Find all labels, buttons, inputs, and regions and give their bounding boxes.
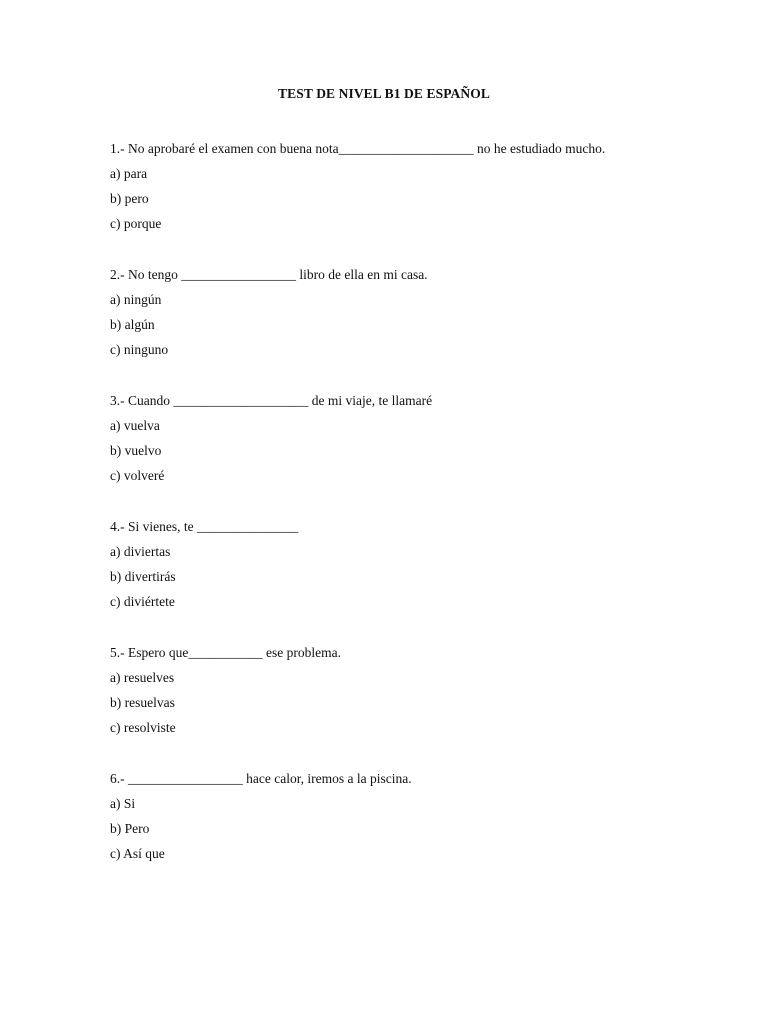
answer-option-b: b) Pero [110, 821, 150, 836]
answer-option-b: b) vuelvo [110, 443, 162, 458]
answer-option-a: a) Si [110, 796, 136, 811]
answer-option-c: c) porque [110, 216, 162, 231]
question-stem: 3.- Cuando ____________________ de mi viaje, te llamaré [110, 393, 433, 408]
answer-option-a: a) diviertas [110, 544, 171, 559]
answer-option-a: a) resuelves [110, 670, 175, 685]
question-6 [110, 770, 730, 896]
question-5 [110, 644, 730, 770]
question-list [110, 140, 730, 896]
question-stem: 2.- No tengo _________________ libro de ella en mi casa. [110, 267, 428, 282]
question-3 [110, 392, 730, 518]
answer-option-c: c) resolviste [110, 720, 176, 735]
answer-option-b: b) divertirás [110, 569, 176, 584]
answer-option-c: c) diviértete [110, 594, 175, 609]
question-stem: 5.- Espero que___________ ese problema. [110, 645, 341, 660]
question-stem: 6.- _________________ hace calor, iremos a la piscina. [110, 771, 412, 786]
question-stem: 4.- Si vienes, te _______________ [110, 519, 299, 534]
document-title: TEST DE NIVEL B1 DE ESPAÑOL [278, 86, 490, 101]
answer-option-b: b) pero [110, 191, 149, 206]
answer-option-c: c) volveré [110, 468, 165, 483]
answer-option-a: a) ningún [110, 292, 162, 307]
question-4 [110, 518, 730, 644]
answer-option-b: b) algún [110, 317, 155, 332]
answer-option-b: b) resuelvas [110, 695, 175, 710]
answer-option-a: a) vuelva [110, 418, 160, 433]
answer-option-a: a) para [110, 166, 148, 181]
question-2 [110, 266, 730, 392]
question-stem: 1.- No aprobaré el examen con buena nota____________________ no he estudiado mucho. [110, 141, 606, 156]
question-1 [110, 140, 730, 266]
answer-option-c: c) Así que [110, 846, 165, 861]
answer-option-c: c) ninguno [110, 342, 169, 357]
